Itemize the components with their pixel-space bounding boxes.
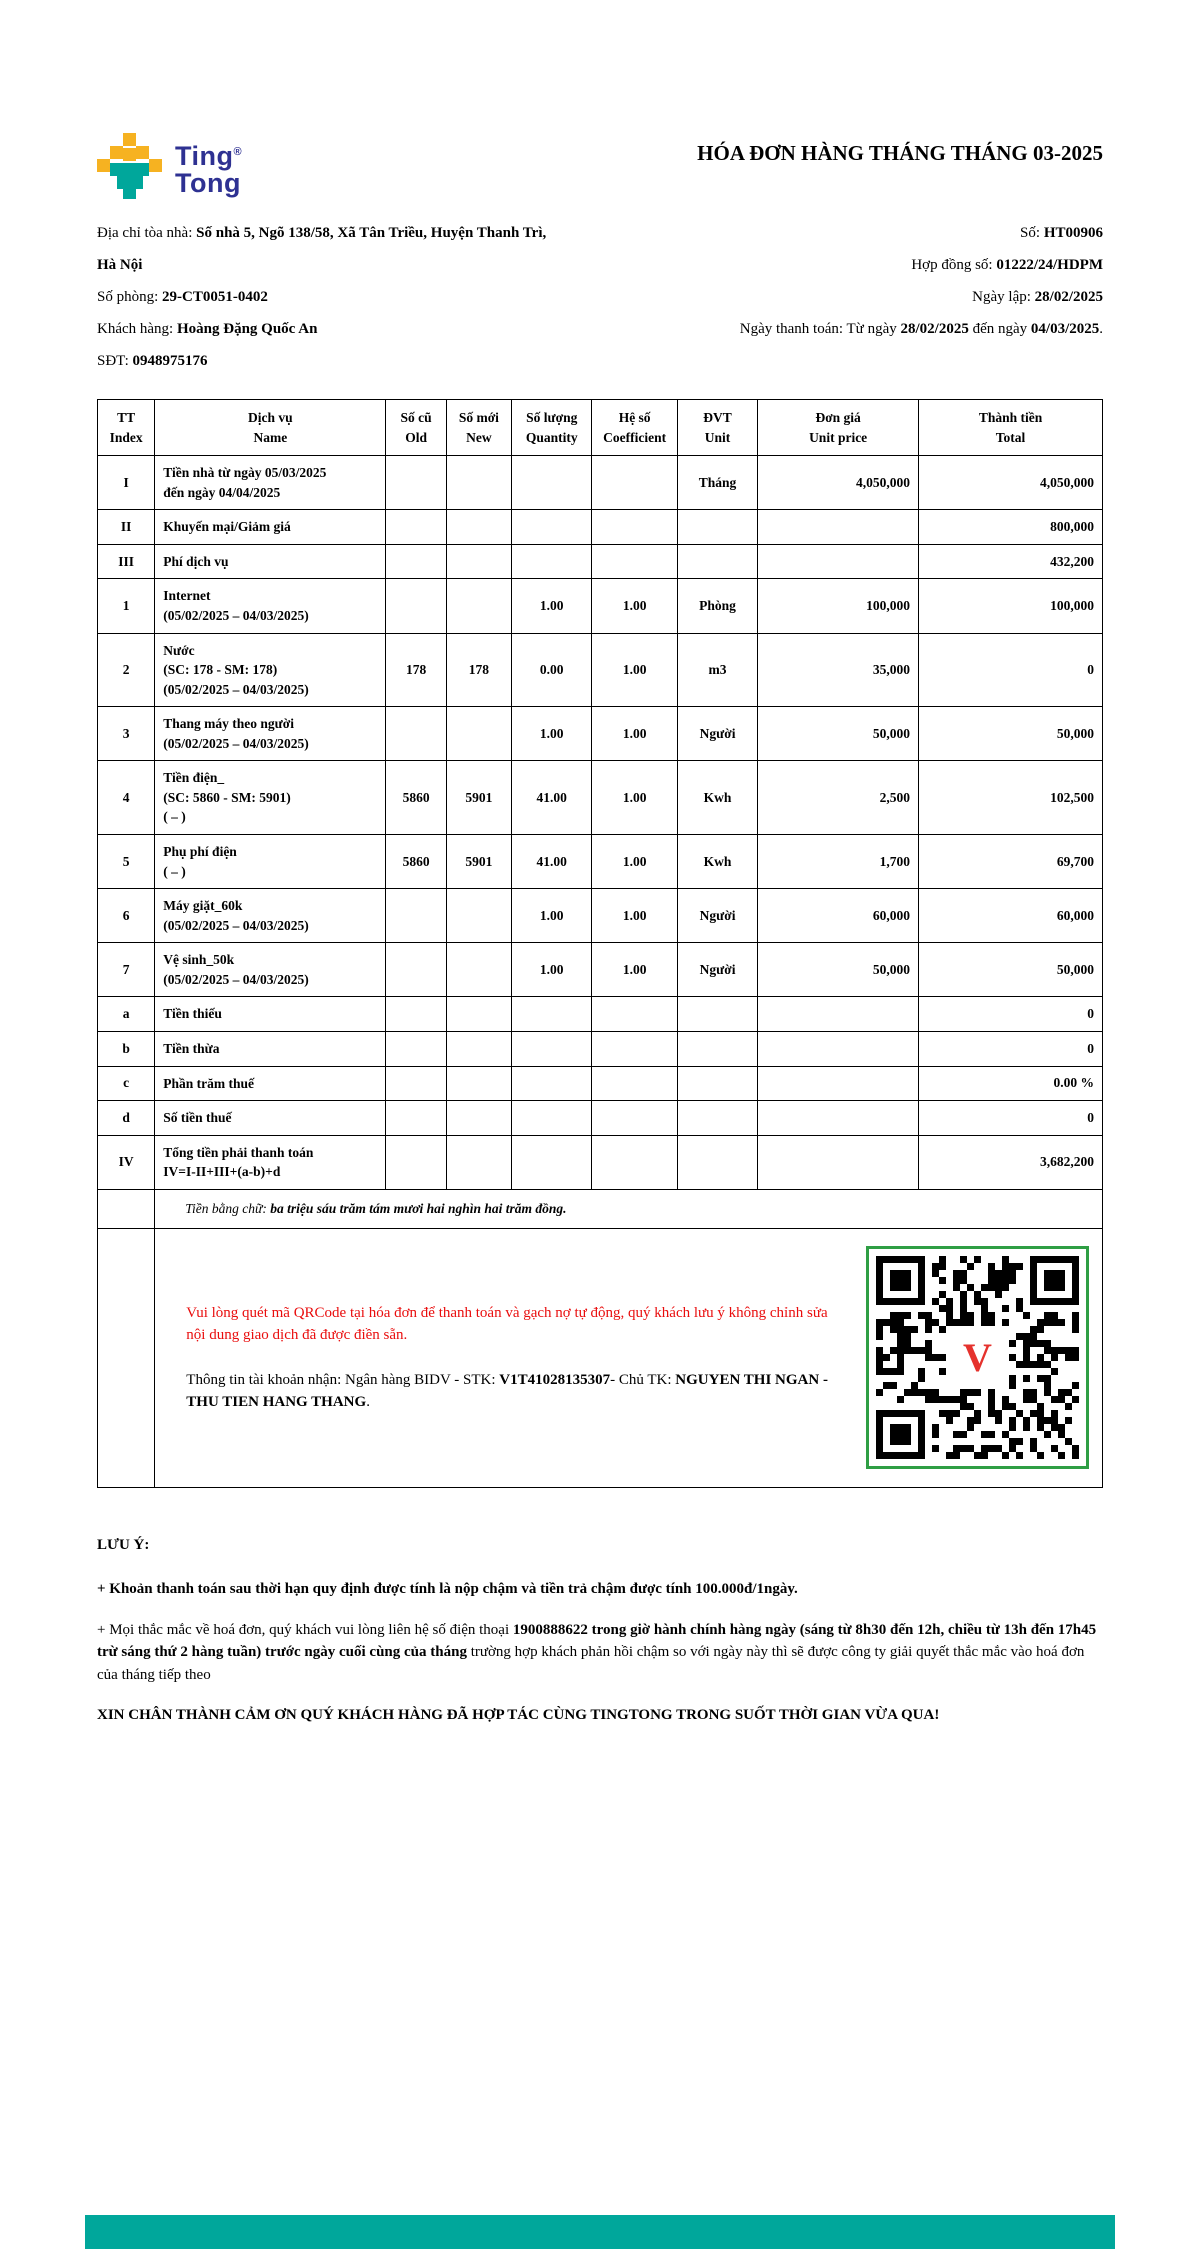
late-fee-note — [97, 1578, 1103, 1601]
cell-old — [386, 1101, 446, 1136]
text-segment: Địa chỉ tòa nhà: — [97, 225, 197, 241]
cell-index: I — [98, 456, 155, 510]
qr-center-logo: V — [955, 1335, 1001, 1381]
cell-new — [446, 544, 511, 579]
cell-old — [386, 456, 446, 510]
brand-logo — [97, 133, 242, 199]
cell-service-name: Tổng tiền phải thanh toán IV=I-II+III+(a-b)+d — [155, 1135, 386, 1189]
table-row — [98, 456, 1103, 510]
cell-index: a — [98, 997, 155, 1032]
table-row — [98, 761, 1103, 835]
cell-service-name: Phần trăm thuế — [155, 1066, 386, 1101]
column-header: Đơn giá Unit price — [758, 400, 919, 456]
cell-coefficient — [592, 456, 677, 510]
header — [0, 0, 1200, 199]
cell-quantity: 41.00 — [512, 761, 592, 835]
cell-index: 3 — [98, 707, 155, 761]
cell-service-name: Phí dịch vụ — [155, 544, 386, 579]
cell-unit-price — [758, 1135, 919, 1189]
cell-unit-price: 4,050,000 — [758, 456, 919, 510]
cell-new — [446, 1101, 511, 1136]
qr-red-note: Vui lòng quét mã QRCode tại hóa đơn để thanh toán và gạch nợ tự động, quý khách lưu ý không chỉnh sửa nội dung giao dịch đã được điền sẵn. — [186, 1304, 828, 1344]
invoice-title: HÓA ĐƠN HÀNG THÁNG THÁNG 03-2025 — [697, 141, 1103, 165]
invoice-table — [97, 399, 1103, 1488]
footer-teal-bar — [85, 2215, 1115, 2249]
cell-quantity — [512, 997, 592, 1032]
table-row — [98, 544, 1103, 579]
text-segment: Hoàng Đặng Quốc An — [176, 321, 318, 337]
column-header: Dịch vụ Name — [155, 400, 386, 456]
cell-service-name: Khuyến mại/Giảm giá — [155, 510, 386, 545]
text-segment: Số nhà 5, Ngõ 138/58, Xã Tân Triều, Huyện Thanh Trì, Hà Nội — [97, 225, 547, 273]
cell-service-name: Internet (05/02/2025 – 04/03/2025) — [155, 579, 386, 633]
cell-old — [386, 510, 446, 545]
text-segment: . — [1099, 321, 1103, 337]
text-segment: V1T41028135307 — [499, 1371, 611, 1388]
text-segment: NGUYEN THI NGAN - THU TIEN HANG THANG — [186, 1371, 828, 1411]
cell-total: 4,050,000 — [919, 456, 1103, 510]
cell-coefficient: 1.00 — [592, 707, 677, 761]
cell-unit — [677, 1031, 757, 1066]
cell-quantity: 0.00 — [512, 633, 592, 707]
cell-index: 2 — [98, 633, 155, 707]
cell-old — [386, 707, 446, 761]
cell-new — [446, 943, 511, 997]
notes-heading: LƯU Ý: — [97, 1536, 150, 1553]
cell-old — [386, 997, 446, 1032]
text-segment: HT00906 — [1043, 225, 1103, 241]
thank-you-note — [97, 1704, 1052, 1727]
cell-coefficient — [592, 1066, 677, 1101]
cell-quantity: 1.00 — [512, 943, 592, 997]
cell-unit-price: 1,700 — [758, 835, 919, 889]
cell-total: 50,000 — [919, 943, 1103, 997]
room-number — [97, 281, 569, 313]
cell-unit-price: 35,000 — [758, 633, 919, 707]
footer-notes — [0, 1488, 1200, 1727]
empty-cell — [98, 1189, 155, 1228]
cell-service-name: Thang máy theo người (05/02/2025 – 04/03/2025) — [155, 707, 386, 761]
text-segment: Ngày thanh toán: Từ ngày — [739, 321, 901, 337]
cell-coefficient: 1.00 — [592, 835, 677, 889]
cell-new — [446, 889, 511, 943]
cell-quantity — [512, 1031, 592, 1066]
qr-cell — [155, 1228, 1103, 1487]
cell-old — [386, 889, 446, 943]
cell-index: b — [98, 1031, 155, 1066]
cell-index: d — [98, 1101, 155, 1136]
cell-new — [446, 1066, 511, 1101]
table-row — [98, 1031, 1103, 1066]
cell-unit — [677, 1101, 757, 1136]
contract-number — [569, 249, 1103, 281]
pixel-square — [123, 133, 136, 146]
bank-account-info — [186, 1369, 838, 1414]
table-row — [98, 579, 1103, 633]
cell-quantity — [512, 1101, 592, 1136]
text-segment: - Chủ TK: — [610, 1371, 676, 1388]
cell-total: 0 — [919, 1031, 1103, 1066]
cell-coefficient — [592, 544, 677, 579]
cell-unit-price — [758, 1101, 919, 1136]
text-segment: trước ngày cuối cùng của tháng — [265, 1644, 467, 1661]
cell-service-name: Tiền điện_ (SC: 5860 - SM: 5901) ( – ) — [155, 761, 386, 835]
table-row — [98, 1135, 1103, 1189]
cell-unit: Kwh — [677, 835, 757, 889]
hotline-note — [97, 1619, 1103, 1687]
payment-window — [569, 313, 1103, 345]
cell-total: 69,700 — [919, 835, 1103, 889]
cell-unit: m3 — [677, 633, 757, 707]
table-row — [98, 707, 1103, 761]
cell-total: 800,000 — [919, 510, 1103, 545]
brand-word-ting: Ting — [175, 141, 234, 171]
cell-old — [386, 579, 446, 633]
cell-unit-price — [758, 1066, 919, 1101]
cell-old — [386, 943, 446, 997]
cell-new — [446, 579, 511, 633]
cell-old: 5860 — [386, 761, 446, 835]
cell-unit: Kwh — [677, 761, 757, 835]
cell-old: 178 — [386, 633, 446, 707]
cell-index: 1 — [98, 579, 155, 633]
invoice-number — [569, 217, 1103, 249]
column-header: ĐVT Unit — [677, 400, 757, 456]
amount-in-words-row — [98, 1189, 1103, 1228]
text-segment: Số phòng: — [97, 289, 163, 305]
cell-unit — [677, 510, 757, 545]
cell-service-name: Số tiền thuế — [155, 1101, 386, 1136]
cell-coefficient — [592, 997, 677, 1032]
brand-wordmark — [175, 139, 242, 197]
cell-unit-price: 50,000 — [758, 707, 919, 761]
registered-mark: ® — [233, 146, 243, 158]
cell-unit-price: 50,000 — [758, 943, 919, 997]
pixel-square — [123, 186, 136, 199]
cell-service-name: Tiền thiếu — [155, 997, 386, 1032]
cell-coefficient — [592, 1101, 677, 1136]
cell-quantity: 1.00 — [512, 707, 592, 761]
amount-in-words — [155, 1189, 1103, 1228]
issue-date — [569, 281, 1103, 313]
table-row — [98, 510, 1103, 545]
cell-new — [446, 1135, 511, 1189]
table-body — [98, 456, 1103, 1190]
text-segment: + Khoản thanh toán sau thời hạn quy định được tính là nộp chậm và tiền trả chậm được tính 100.000đ/1ngày. — [97, 1581, 798, 1598]
column-header: Số lượng Quantity — [512, 400, 592, 456]
payment-instructions — [186, 1302, 866, 1414]
cell-unit-price — [758, 997, 919, 1032]
table-row — [98, 997, 1103, 1032]
cell-index: 5 — [98, 835, 155, 889]
tingtong-pixel-icon — [97, 133, 163, 199]
column-header: TT Index — [98, 400, 155, 456]
building-address — [97, 217, 569, 281]
cell-total: 0.00 % — [919, 1066, 1103, 1101]
text-segment: . — [366, 1394, 370, 1411]
cell-total: 0 — [919, 997, 1103, 1032]
cell-unit-price: 60,000 — [758, 889, 919, 943]
cell-coefficient: 1.00 — [592, 633, 677, 707]
pixel-square — [110, 146, 123, 159]
text-segment: 01222/24/HDPM — [996, 257, 1103, 273]
cell-quantity: 1.00 — [512, 889, 592, 943]
text-segment: trường hợp khách phản hồi chậm so với ngày này thì sẽ được công ty giải quyết thắc mắc vào hoá đơn của tháng tiếp theo — [97, 1644, 1085, 1683]
cell-coefficient — [592, 510, 677, 545]
cell-quantity — [512, 544, 592, 579]
cell-unit: Tháng — [677, 456, 757, 510]
table-row — [98, 943, 1103, 997]
table-row — [98, 633, 1103, 707]
cell-coefficient: 1.00 — [592, 579, 677, 633]
cell-unit — [677, 997, 757, 1032]
text-segment: Ngày lập: — [972, 289, 1035, 305]
table-row — [98, 835, 1103, 889]
cell-coefficient: 1.00 — [592, 943, 677, 997]
cell-unit-price: 2,500 — [758, 761, 919, 835]
cell-quantity — [512, 510, 592, 545]
cell-old — [386, 1135, 446, 1189]
column-header: Số cũ Old — [386, 400, 446, 456]
cell-total: 3,682,200 — [919, 1135, 1103, 1189]
meta-right — [569, 217, 1103, 377]
cell-unit-price — [758, 1031, 919, 1066]
cell-unit: Người — [677, 943, 757, 997]
text-segment: Khách hàng: — [97, 321, 177, 337]
cell-index: III — [98, 544, 155, 579]
table-row — [98, 1101, 1103, 1136]
brand-word-tong: Tong — [175, 168, 241, 198]
column-header: Hệ số Coefficient — [592, 400, 677, 456]
amount-words-label: Tiền bằng chữ: — [185, 1200, 271, 1216]
text-segment: Hợp đồng số: — [911, 257, 997, 273]
cell-new — [446, 1031, 511, 1066]
cell-quantity — [512, 1135, 592, 1189]
cell-unit-price: 100,000 — [758, 579, 919, 633]
invoice-meta — [0, 199, 1200, 377]
cell-total: 0 — [919, 1101, 1103, 1136]
text-segment: Thông tin tài khoản nhận: Ngân hàng BIDV - STK: — [186, 1371, 500, 1388]
cell-new — [446, 456, 511, 510]
cell-new: 5901 — [446, 761, 511, 835]
pixel-square — [136, 146, 149, 159]
cell-unit-price — [758, 544, 919, 579]
amount-words-value: ba triệu sáu trăm tám mươi hai nghìn hai trăm đồng. — [270, 1200, 567, 1216]
cell-service-name: Máy giặt_60k (05/02/2025 – 04/03/2025) — [155, 889, 386, 943]
cell-index: c — [98, 1066, 155, 1101]
cell-coefficient — [592, 1031, 677, 1066]
qr-row — [98, 1228, 1103, 1487]
cell-new: 178 — [446, 633, 511, 707]
cell-total: 50,000 — [919, 707, 1103, 761]
cell-old — [386, 1066, 446, 1101]
text-segment: 28/02/2025 — [900, 321, 969, 337]
cell-coefficient: 1.00 — [592, 889, 677, 943]
text-segment: 0948975176 — [132, 353, 208, 369]
cell-service-name: Phụ phí điện ( – ) — [155, 835, 386, 889]
cell-service-name: Tiền nhà từ ngày 05/03/2025 đến ngày 04/04/2025 — [155, 456, 386, 510]
cell-unit: Người — [677, 889, 757, 943]
text-segment: 1900888622 trong giờ hành chính hàng ngày (sáng từ 8h30 đến 12h, chiều từ 13h đến 17h45 trừ sáng thứ 2 hàng tuần) — [97, 1621, 1097, 1661]
column-header: Thành tiền Total — [919, 400, 1103, 456]
text-segment: XIN CHÂN THÀNH CẢM ƠN QUÝ KHÁCH HÀNG ĐÃ HỢP TÁC CÙNG TINGTONG TRONG SUỐT THỜI GIAN VỪA QUA! — [97, 1707, 940, 1724]
cell-total: 0 — [919, 633, 1103, 707]
cell-index: IV — [98, 1135, 155, 1189]
cell-total: 432,200 — [919, 544, 1103, 579]
pixel-square — [110, 163, 149, 176]
pixel-square — [97, 159, 110, 172]
table-row — [98, 889, 1103, 943]
meta-left — [97, 217, 569, 377]
cell-service-name: Nước (SC: 178 - SM: 178) (05/02/2025 – 04/03/2025) — [155, 633, 386, 707]
text-segment: đến ngày — [968, 321, 1031, 337]
cell-unit — [677, 544, 757, 579]
column-header: Số mới New — [446, 400, 511, 456]
empty-cell — [98, 1228, 155, 1487]
cell-quantity — [512, 1066, 592, 1101]
cell-index: 4 — [98, 761, 155, 835]
cell-old — [386, 1031, 446, 1066]
text-segment: SĐT: — [97, 353, 133, 369]
cell-index: 6 — [98, 889, 155, 943]
cell-quantity: 1.00 — [512, 579, 592, 633]
cell-total: 60,000 — [919, 889, 1103, 943]
pixel-square — [123, 148, 136, 161]
cell-new — [446, 510, 511, 545]
cell-service-name: Vệ sinh_50k (05/02/2025 – 04/03/2025) — [155, 943, 386, 997]
cell-unit: Người — [677, 707, 757, 761]
cell-unit — [677, 1066, 757, 1101]
cell-service-name: Tiền thừa — [155, 1031, 386, 1066]
cell-unit-price — [758, 510, 919, 545]
pixel-square — [149, 159, 162, 172]
cell-quantity — [512, 456, 592, 510]
cell-total: 102,500 — [919, 761, 1103, 835]
text-segment: 04/03/2025 — [1030, 321, 1100, 337]
qr-code — [866, 1246, 1089, 1469]
text-segment: 29-CT0051-0402 — [162, 289, 268, 305]
cell-unit: Phòng — [677, 579, 757, 633]
cell-quantity: 41.00 — [512, 835, 592, 889]
cell-coefficient: 1.00 — [592, 761, 677, 835]
cell-unit — [677, 1135, 757, 1189]
cell-old: 5860 — [386, 835, 446, 889]
table-header — [98, 400, 1103, 456]
cell-new: 5901 — [446, 835, 511, 889]
cell-index: 7 — [98, 943, 155, 997]
cell-index: II — [98, 510, 155, 545]
text-segment: Số: — [1020, 225, 1044, 241]
text-segment: 28/02/2025 — [1034, 289, 1103, 305]
cell-old — [386, 544, 446, 579]
cell-new — [446, 707, 511, 761]
text-segment: + Mọi thắc mắc về hoá đơn, quý khách vui lòng liên hệ số điện thoại — [97, 1621, 513, 1638]
customer-phone — [97, 345, 569, 377]
cell-new — [446, 997, 511, 1032]
table-row — [98, 1066, 1103, 1101]
customer-name — [97, 313, 569, 345]
cell-total: 100,000 — [919, 579, 1103, 633]
cell-coefficient — [592, 1135, 677, 1189]
